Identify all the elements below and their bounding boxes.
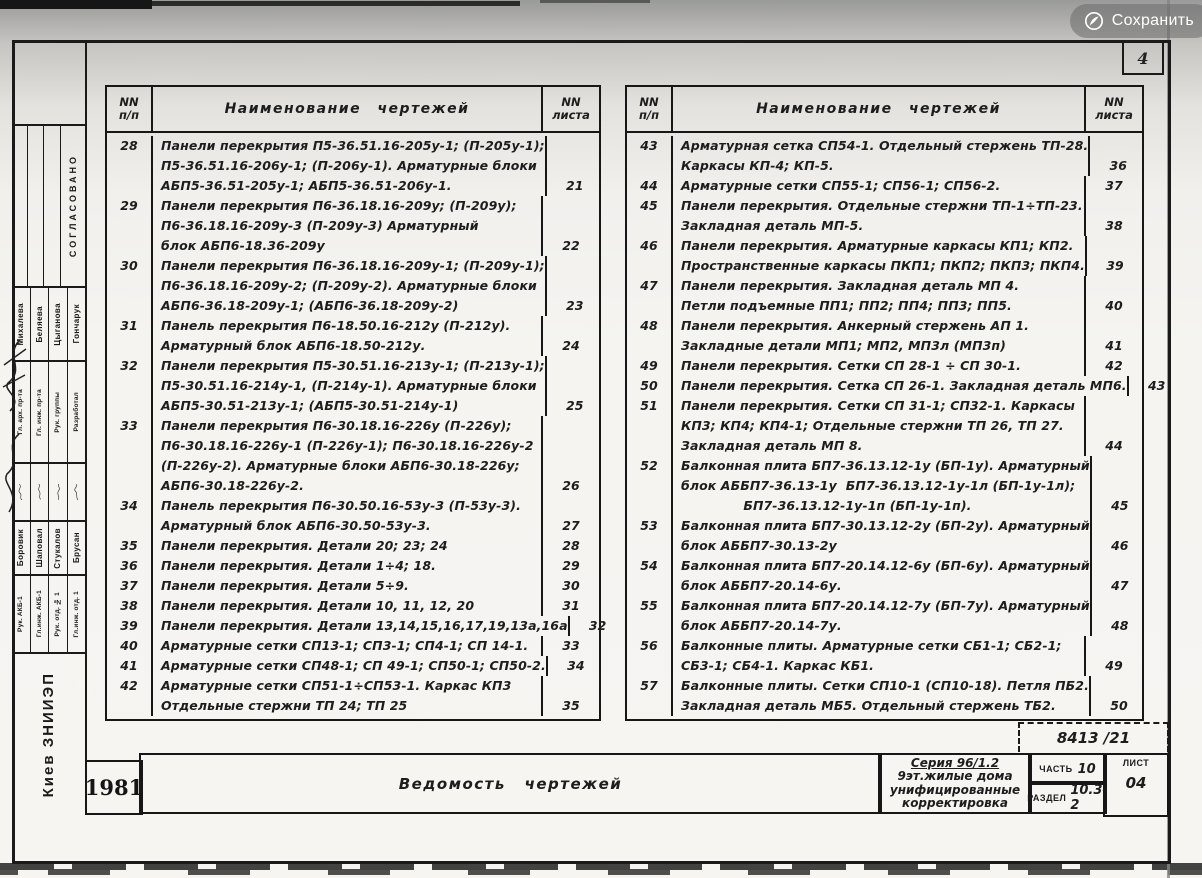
sheet-number: 25 (545, 356, 603, 416)
sheet-number: 46 (1090, 516, 1148, 556)
drawing-name-line: Балконная плита БП7-30.13.12-2у (БП-2у). Арматурный (681, 518, 1090, 533)
drawing-name-line: Арматурный блок АБП6-30.50-53у-3. (161, 518, 431, 533)
staff-role: Рук. АКБ-1 (17, 596, 25, 632)
row-number: 37 (107, 576, 153, 596)
header-lista: листа (1095, 108, 1133, 122)
drawing-name-line: КП3; КП4; КП4-1; Отдельные стержни ТП 26, ТП 27. (681, 418, 1064, 433)
drawing-name-line: Балконные плиты. Арматурные сетки СБ1-1; СБ2-1; (681, 638, 1062, 653)
drawing-name-line: П6-36.18.16-209у-2; (П-209у-2). Арматурные блоки (161, 278, 537, 293)
year: 1981 (84, 775, 144, 800)
series-box (878, 753, 1032, 814)
sheet-number: 31 (541, 596, 599, 616)
drawing-name-cell (153, 616, 568, 636)
drawing-name-line: Панели перекрытия. Детали 1÷4; 18. (161, 558, 437, 573)
table-row (627, 516, 1142, 556)
table-row (107, 196, 599, 256)
table-row (627, 236, 1142, 276)
signatures-band (12, 464, 85, 522)
drawing-name-line: Арматурные сетки СП51-1÷СП53-1. Каркас КП3 (161, 678, 512, 693)
sidebar-empty-cell (44, 126, 60, 286)
approver-names-band (12, 288, 85, 362)
drawing-name-cell (153, 196, 541, 256)
staff-name-cell (68, 522, 86, 574)
signature (68, 464, 86, 520)
signature-sidebar (12, 40, 87, 815)
sheet-number: 35 (541, 676, 599, 716)
drawing-name-line: Панели перекрытия. Детали 13,14,15,16,17,19,13а,16а (161, 618, 568, 633)
organization-band (12, 654, 85, 815)
table-row (627, 396, 1142, 456)
drawing-name-cell (673, 676, 1089, 716)
header-lista: листа (552, 108, 590, 122)
staff-name: Стукалов (53, 527, 63, 569)
drawing-name-line: Балконная плита БП7-20.14.12-7у (БП-7у). Арматурный (681, 598, 1090, 613)
header-nn: NN (119, 95, 139, 109)
drawing-name-line: блок АББП7-30.13-2у (681, 538, 837, 553)
row-number: 51 (627, 396, 673, 456)
table-row (107, 416, 599, 496)
sheet-number: 49 (1084, 636, 1142, 676)
drawing-name-cell (153, 596, 541, 616)
drawing-name-line: Арматурная сетка СП54-1. Отдельный стержень ТП-28. (681, 138, 1089, 153)
row-number: 29 (107, 196, 153, 256)
row-number: 32 (107, 356, 153, 416)
section-value: 10.3-2 (1070, 782, 1108, 813)
row-number: 47 (627, 276, 673, 316)
sheet-label: ЛИСТ (1122, 758, 1150, 768)
table-row (627, 376, 1166, 396)
table-row (627, 176, 1142, 196)
table-row (107, 136, 599, 196)
drawing-name-cell (673, 396, 1084, 456)
organization-cell (12, 654, 85, 815)
sheet-number: 23 (545, 256, 603, 316)
sheet-number: 28 (541, 536, 599, 556)
row-number: 34 (107, 496, 153, 536)
drawing-name-cell (673, 356, 1084, 376)
sheet-number: 36 (1088, 136, 1146, 176)
approver-role-cell (31, 362, 50, 462)
drawing-name-line: Панели перекрытия. Детали 20; 23; 24 (161, 538, 448, 553)
drawing-name-line: Арматурные сетки СП55-1; СП56-1; СП56-2. (681, 178, 1001, 193)
staff-name: Брусан (71, 532, 81, 564)
header-number-column (627, 87, 673, 131)
signature (12, 464, 31, 520)
sheet-number: 41 (1084, 316, 1142, 356)
row-number: 30 (107, 256, 153, 316)
row-number: 53 (627, 516, 673, 556)
drawing-name-cell (153, 256, 545, 316)
sheet-number: 43 (1127, 376, 1185, 396)
table-body (627, 133, 1166, 719)
drawing-name-cell (153, 576, 541, 596)
drawing-name-cell (673, 376, 1127, 396)
sheet-number: 26 (541, 416, 599, 496)
sheet-number: 40 (1084, 276, 1142, 316)
drawing-name-line: Арматурные сетки СП48-1; СП 49-1; СП50-1; СП50-2. (161, 658, 546, 673)
table-body (107, 133, 607, 719)
header-number-column (107, 87, 153, 131)
drawing-name-line: АБП5-30.51-213у-1; (АБП5-30.51-214у-1) (161, 398, 459, 413)
table-header (107, 87, 599, 133)
table-row (627, 316, 1142, 356)
approver-name-cell (31, 288, 50, 360)
staff-role: Рук. отд. № 1 (54, 591, 62, 637)
staff-role: Гл.инж. отд. 1 (72, 590, 80, 638)
series-line: 9эт.жилые дома (897, 769, 1013, 783)
drawing-name-line: Панели перекрытия П6-30.18.16-226у (П-226у); (161, 418, 512, 433)
row-number: 41 (107, 656, 153, 676)
header-pp: п/п (638, 108, 660, 122)
drawing-name-cell (673, 276, 1084, 316)
row-number: 33 (107, 416, 153, 496)
sheet-number: 44 (1084, 396, 1142, 456)
drawing-name-cell (153, 356, 545, 416)
sidebar-empty-box (12, 40, 85, 126)
drawing-name-line: Панели перекрытия. Отдельные стержни ТП-1÷ТП-23. (681, 198, 1083, 213)
row-number: 49 (627, 356, 673, 376)
sidebar-empty-cell (12, 126, 28, 286)
drawing-name-line: Панель перекрытия П6-18.50.16-212у (П-212у). (161, 318, 511, 333)
staff-role: Гл.инж. АКБ-1 (35, 590, 43, 638)
drawing-name-cell (153, 136, 545, 196)
drawing-name-cell (673, 316, 1084, 356)
table-row (107, 356, 599, 416)
row-number: 46 (627, 236, 673, 276)
drawing-name-cell (673, 516, 1090, 556)
drawing-name-line: Панели перекрытия. Детали 10, 11, 12, 20 (161, 598, 475, 613)
approver-role-cell (12, 362, 31, 462)
drawing-name-line: Отдельные стержни ТП 24; ТП 25 (161, 698, 408, 713)
scan-smudge-top-left (0, 0, 152, 9)
row-number: 36 (107, 556, 153, 576)
drawing-name-line: Панели перекрытия. Закладная деталь МП 4. (681, 278, 1020, 293)
series-line: Серия 96/1.2 (910, 755, 1000, 770)
drawing-name-line: Закладные детали МП1; МП2, МП3л (МП3п) (681, 338, 1006, 353)
drawing-name-cell (673, 596, 1090, 636)
drawing-name-cell (673, 196, 1084, 236)
section-label: РАЗДЕЛ (1027, 792, 1067, 803)
row-number: 38 (107, 596, 153, 616)
table-row (107, 496, 599, 536)
drawing-name-line: Арматурные сетки СП13-1; СП3-1; СП4-1; СП 14-1. (161, 638, 529, 653)
staff-name-cell (31, 522, 50, 574)
sidebar-agreed-band (12, 126, 85, 288)
table-row (627, 636, 1142, 676)
drawing-name-line: Панели перекрытия П5-36.51.16-205у-1; (П-205у-1); (161, 138, 545, 153)
drawing-name-line: П5-36.51.16-206у-1; (П-206у-1). Арматурные блоки (161, 158, 537, 173)
scan-edge-bottom (0, 863, 1202, 876)
year-box (85, 760, 143, 815)
drawing-name-line: Арматурный блок АБП6-18.50-212у. (161, 338, 426, 353)
drawing-name-cell (673, 176, 1084, 196)
table-row (107, 676, 599, 716)
drawings-table-left (105, 85, 607, 721)
staff-name: Боровик (16, 529, 26, 567)
approver-name-cell (68, 288, 86, 360)
sheet-number: 22 (541, 196, 599, 256)
row-number: 44 (627, 176, 673, 196)
drawing-name-cell (673, 556, 1090, 596)
drawing-name-line: П6-30.18.16-226у-1 (П-226у-1); П6-30.18.16-226у-2 (161, 438, 534, 453)
drawing-name-line: Балконная плита БП7-36.13.12-1у (БП-1у). Арматурный (681, 458, 1090, 473)
drawing-name-cell (153, 416, 541, 496)
drawing-name-line: АБП6-30.18-226у-2. (161, 478, 304, 493)
signature (31, 464, 50, 520)
approver-name-cell (12, 288, 31, 360)
sheet-value: 04 (1125, 774, 1147, 792)
approver-roles-band (12, 362, 85, 464)
header-nn: NN (561, 95, 581, 109)
drawing-name-line: Закладная деталь МП 8. (681, 438, 863, 453)
drawing-name-line: Пространственные каркасы ПКП1; ПКП2; ПКП3; ПКП4. (681, 258, 1085, 273)
row-number: 39 (107, 616, 153, 636)
row-number: 42 (107, 676, 153, 716)
table-row (107, 636, 599, 656)
table-row (107, 256, 599, 316)
table-row (627, 456, 1142, 516)
drawing-name-line: Панели перекрытия. Арматурные каркасы КП1; КП2. (681, 238, 1074, 253)
drawing-name-cell (153, 496, 541, 536)
table-row (627, 136, 1142, 176)
drawing-name-line: Панели перекрытия. Детали 5÷9. (161, 578, 409, 593)
document-stamp (1018, 722, 1169, 752)
drawing-name-line: Балконные плиты. Сетки СП10-1 (СП10-18). Петля ПБ2. (681, 678, 1089, 693)
drawing-name-line: Петли подъемные ПП1; ПП2; ПП4; ПП3; ПП5. (681, 298, 1012, 313)
header-sheet-column (1084, 87, 1142, 131)
approver-role: Разработал (72, 392, 80, 432)
drawing-name-cell (153, 536, 541, 556)
drawing-name-line: БП7-36.13.12-1у-1п (БП-1у-1п). (681, 498, 972, 513)
sheet-number: 47 (1090, 556, 1148, 596)
header-nn: NN (1104, 95, 1124, 109)
drawing-name-line: блок АББП7-36.13-1у БП7-36.13.12-1у-1л (БП-1у-1л); (681, 478, 1076, 493)
row-number: 50 (627, 376, 673, 396)
table-row (107, 536, 599, 556)
approver-name: Михалева (16, 302, 26, 346)
drawing-name-line: блок АБП6-18.36-209у (161, 238, 325, 253)
table-row (627, 596, 1142, 636)
drawing-name-line: АБП5-36.51-205у-1; АБП5-36.51-206у-1. (161, 178, 452, 193)
approver-role: Гл. арх. пр-та (17, 389, 25, 435)
agreed-label: СОГЛАСОВАНО (67, 154, 78, 258)
drawing-name-cell (673, 636, 1084, 676)
approver-role: Рук. группы (54, 391, 62, 433)
organization-name: Киев ЗНИИЭП (40, 671, 57, 798)
drawing-name-line: Панели перекрытия П6-36.18.16-209у; (П-209у); (161, 198, 517, 213)
drawing-name-cell (673, 136, 1088, 176)
part-label: ЧАСТЬ (1039, 764, 1073, 774)
table-header (627, 87, 1142, 133)
sheet-number: 38 (1084, 196, 1142, 236)
staff-role-cell (12, 576, 31, 652)
sidebar-empty-cell (28, 126, 44, 286)
sheet-number: 42 (1084, 356, 1142, 376)
drawing-name-line: Каркасы КП-4; КП-5. (681, 158, 834, 173)
document-title-box (139, 753, 882, 814)
drawing-name-line: П6-36.18.16-209у-3 (П-209у-3) Арматурный (161, 218, 479, 233)
series-line: корректировка (902, 796, 1008, 810)
approver-name: Цыганова (53, 302, 63, 346)
drawing-name-line: блок АББП7-20.14-7у. (681, 618, 842, 633)
drawing-name-line: (П-226у-2). Арматурные блоки АБП6-30.18-226у; (161, 458, 520, 473)
row-number: 48 (627, 316, 673, 356)
table-row (107, 576, 599, 596)
drawing-name-cell (153, 656, 546, 676)
sheet-number: 34 (546, 656, 604, 676)
row-number: 52 (627, 456, 673, 516)
save-button-label: Сохранить (1111, 12, 1194, 29)
staff-role-cell (31, 576, 50, 652)
sheet-number: 39 (1085, 236, 1143, 276)
sheet-number: 45 (1090, 456, 1148, 516)
approver-role: Гл. инж. пр-та (35, 388, 43, 436)
header-name-column: Наименование чертежей (756, 101, 1001, 117)
agreed-cell (61, 126, 85, 286)
drawings-table-right (625, 85, 1166, 721)
header-sheet-column (541, 87, 599, 131)
drawing-name-line: Закладная деталь МБ5. Отдельный стержень ТБ2. (681, 698, 1056, 713)
sheet-number: 33 (541, 636, 599, 656)
sheet-number: 24 (541, 316, 599, 356)
staff-role-cell (49, 576, 68, 652)
row-number: 45 (627, 196, 673, 236)
row-number: 28 (107, 136, 153, 196)
staff-names-band (12, 522, 85, 576)
row-number: 56 (627, 636, 673, 676)
page-number-box (1122, 43, 1164, 75)
document-title: Ведомость чертежей (398, 774, 623, 793)
table-row (107, 596, 599, 616)
save-button[interactable] (1070, 4, 1202, 38)
table-row (107, 656, 599, 676)
sheet-number: 29 (541, 556, 599, 576)
page-number: 4 (1137, 48, 1149, 68)
sheet-number: 50 (1089, 676, 1147, 716)
series-line: унифицированные (889, 782, 1021, 797)
drawing-name-cell (153, 676, 541, 716)
staff-name-cell (49, 522, 68, 574)
drawing-name-line: блок АББП7-20.14-6у. (681, 578, 842, 593)
drawing-name-line: Панели перекрытия. Сетка СП 26-1. Закладная деталь МП6. (681, 378, 1127, 393)
row-number: 31 (107, 316, 153, 356)
approver-role-cell (68, 362, 86, 462)
approver-name-cell (49, 288, 68, 360)
drawing-name-line: СБ3-1; СБ4-1. Каркас КБ1. (681, 658, 874, 673)
drawing-name-line: АБП6-36.18-209у-1; (АБП6-36.18-209у-2) (161, 298, 459, 313)
drawing-name-line: Панели перекрытия П5-30.51.16-213у-1; (П-213у-1); (161, 358, 545, 373)
drawing-name-cell (153, 636, 541, 656)
header-nn: NN (639, 95, 659, 109)
scan-smudge-top-right (540, 0, 650, 3)
drawing-name-cell (153, 556, 541, 576)
table-row (627, 356, 1142, 376)
staff-role-cell (68, 576, 86, 652)
staff-name: Шаповал (34, 528, 44, 568)
table-row (627, 676, 1142, 716)
approver-role-cell (49, 362, 68, 462)
part-value: 10 (1077, 761, 1096, 777)
drawing-name-cell (673, 456, 1090, 516)
signature (49, 464, 68, 520)
row-number: 57 (627, 676, 673, 716)
section-box (1028, 781, 1107, 814)
drawing-name-line: Панели перекрытия. Сетки СП 31-1; СП32-1. Каркасы (681, 398, 1075, 413)
drawing-name-line: Панель перекрытия П6-30.50.16-53у-3 (П-53у-3). (161, 498, 521, 513)
drawing-name-line: Панели перекрытия. Сетки СП 28-1 ÷ СП 30-1. (681, 358, 1021, 373)
drawing-name-line: Балконная плита БП7-20.14.12-6у (БП-6у). Арматурный (681, 558, 1090, 573)
sheet-number: 37 (1084, 176, 1142, 196)
sheet-box (1103, 753, 1169, 817)
leaf-icon (1084, 11, 1104, 31)
drawing-name-cell (153, 316, 541, 356)
row-number: 43 (627, 136, 673, 176)
drawing-name-line: Закладная деталь МП-5. (681, 218, 864, 233)
drawing-name-line: Панели перекрытия П6-36.18.16-209у-1; (П-209у-1); (161, 258, 545, 273)
row-number: 40 (107, 636, 153, 656)
stamp-number: 8413 /21 (1056, 729, 1131, 747)
row-number: 35 (107, 536, 153, 556)
approver-name: Гончарук (71, 304, 81, 344)
staff-name-cell (12, 522, 31, 574)
table-row (107, 556, 599, 576)
sheet-number: 27 (541, 496, 599, 536)
sheet-number: 30 (541, 576, 599, 596)
table-row (107, 316, 599, 356)
row-number: 55 (627, 596, 673, 636)
drawing-name-line: Панели перекрытия. Анкерный стержень АП 1. (681, 318, 1029, 333)
table-row (627, 556, 1142, 596)
header-name-column: Наименование чертежей (224, 101, 470, 117)
row-number: 54 (627, 556, 673, 596)
table-row (627, 276, 1142, 316)
table-row (627, 196, 1142, 236)
staff-roles-band (12, 576, 85, 654)
drawing-name-cell (673, 236, 1085, 276)
sheet-number: 21 (545, 136, 603, 196)
sheet-number: 32 (568, 616, 626, 636)
sheet-number: 48 (1090, 596, 1148, 636)
header-pp: п/п (118, 108, 140, 122)
table-row (107, 616, 607, 636)
scan-smudge-top-mid (150, 1, 520, 6)
drawing-name-line: П5-30.51.16-214у-1, (П-214у-1). Арматурные блоки (161, 378, 537, 393)
approver-name: Беляева (34, 305, 44, 343)
